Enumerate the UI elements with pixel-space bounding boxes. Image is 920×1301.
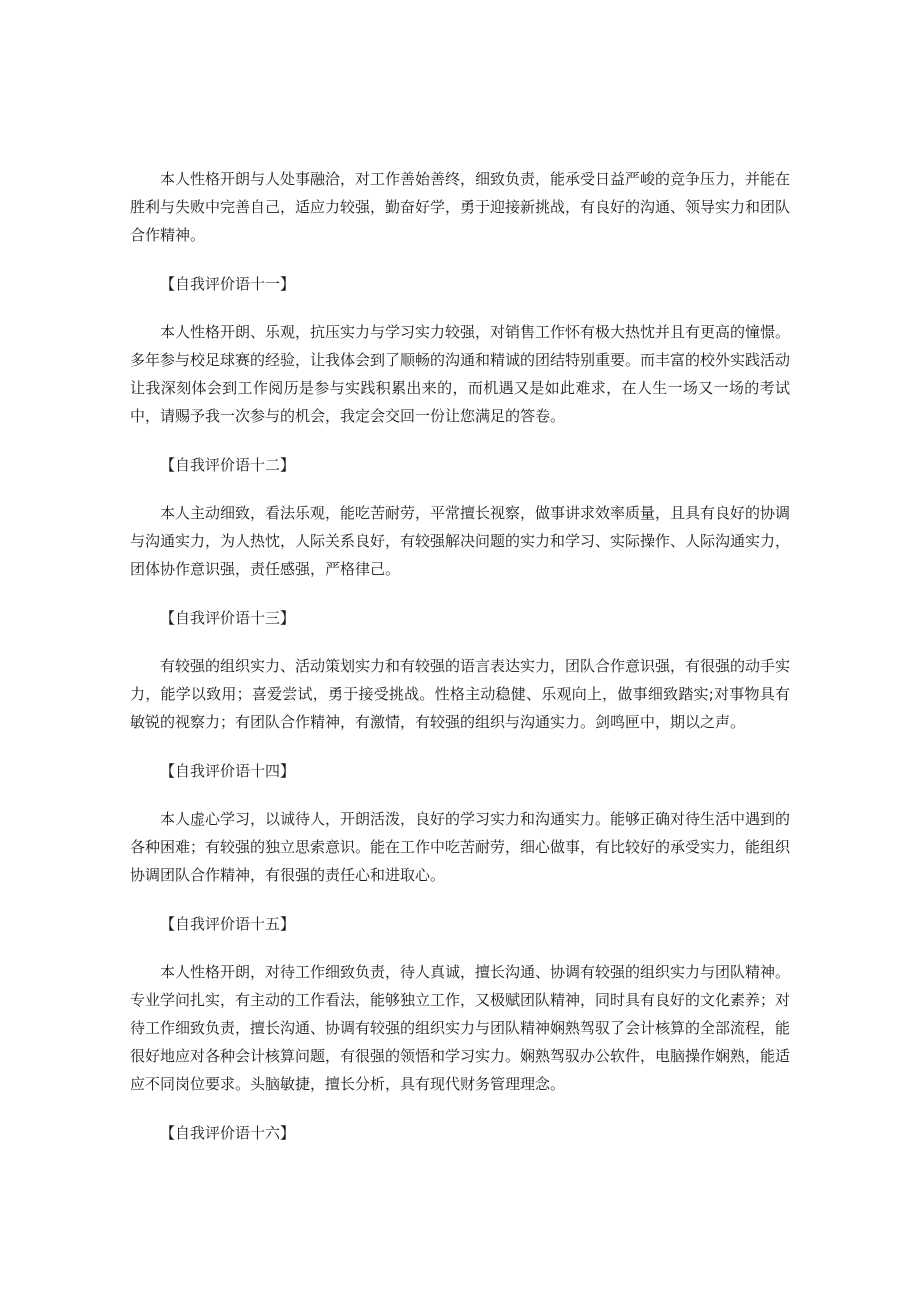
heading-eval-13: 【自我评价语十三】 <box>160 609 296 627</box>
heading-eval-11: 【自我评价语十一】 <box>160 275 296 293</box>
heading-eval-15: 【自我评价语十五】 <box>160 915 296 933</box>
paragraph-eval-11: 本人性格开朗、乐观，抗压实力与学习实力较强，对销售工作怀有极大热忱并且有更高的憧憬。多年参与校足球赛的经验，让我体会到了顺畅的沟通和精诚的团结特别重要。而丰富的校外实践活动让我深刻体会到工作阅历是参与实践积累出来的，而机遇又是如此难求，在人生一场又一场的考试中，请赐予我一次参与的机会，我定会交回一份让您满足的答卷。 <box>130 323 791 425</box>
document-body <box>130 165 790 1167</box>
paragraph-eval-12: 本人主动细致，看法乐观，能吃苦耐劳，平常擅长视察，做事讲求效率质量，且具有良好的协调与沟通实力，为人热忱，人际关系良好，有较强解决问题的实力和学习、实际操作、人际沟通实力，团体协作意识强，责任感强，严格律己。 <box>130 504 791 578</box>
paragraph-eval-15: 本人性格开朗，对待工作细致负责，待人真诚，擅长沟通、协调有较强的组织实力与团队精神。专业学问扎实，有主动的工作看法，能够独立工作，又极赋团队精神，同时具有良好的文化素养；对待工作细致负责，擅长沟通、协调有较强的组织实力与团队精神娴熟驾驭了会计核算的全部流程，能很好地应对各种会计核算问题，有很强的领悟和学习实力。娴熟驾驭办公软件，电脑操作娴熟，能适应不同岗位要求。头脑敏捷，擅长分析，具有现代财务管理理念。 <box>130 963 791 1093</box>
paragraph-eval-14: 本人虚心学习，以诚待人，开朗活泼，良好的学习实力和沟通实力。能够正确对待生活中遇到的各种困难；有较强的独立思索意识。能在工作中吃苦耐劳，细心做事，有比较好的承受实力，能组织协调团队合作精神，有很强的责任心和进取心。 <box>130 810 791 884</box>
heading-eval-16: 【自我评价语十六】 <box>160 1124 296 1142</box>
paragraph-intro: 本人性格开朗与人处事融洽，对工作善始善终，细致负责，能承受日益严峻的竞争压力，并能在胜利与失败中完善自己，适应力较强，勤奋好学，勇于迎接新挑战，有良好的沟通、领导实力和团队合作精神。 <box>130 170 791 244</box>
heading-eval-12: 【自我评价语十二】 <box>160 456 296 474</box>
heading-eval-14: 【自我评价语十四】 <box>160 762 296 780</box>
paragraph-eval-13: 有较强的组织实力、活动策划实力和有较强的语言表达实力，团队合作意识强，有很强的动手实力，能学以致用；喜爱尝试，勇于接受挑战。性格主动稳健、乐观向上，做事细致踏实;对事物具有敏锐的视察力；有团队合作精神，有激情，有较强的组织与沟通实力。剑鸣匣中，期以之声。 <box>130 657 791 731</box>
